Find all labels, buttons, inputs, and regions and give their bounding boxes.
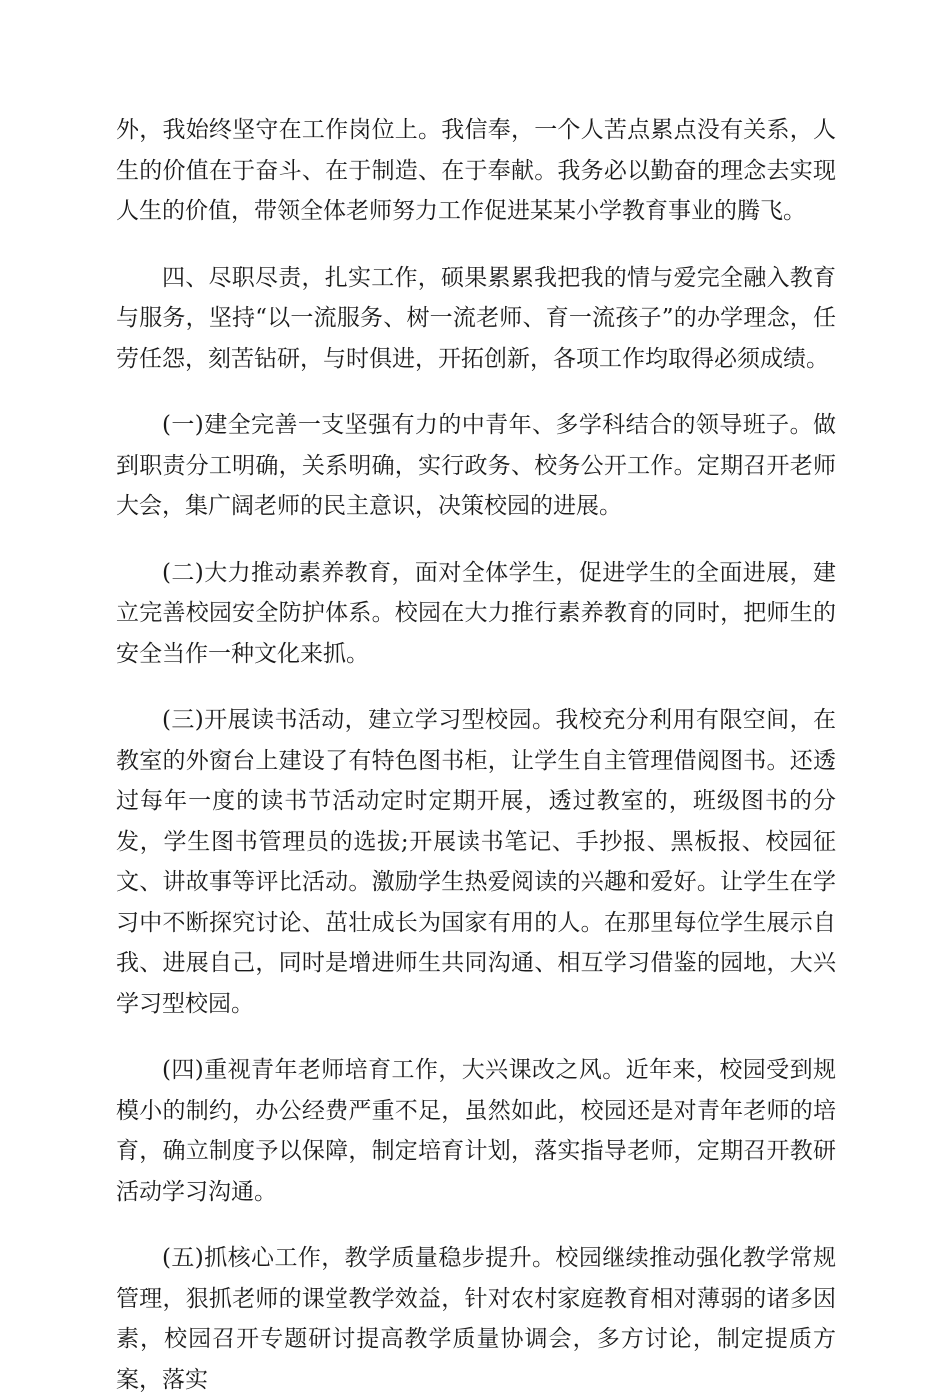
paragraph-item-two: (二)大力推动素养教育，面对全体学生，促进学生的全面进展，建立完善校园安全防护体系。校园在大力推行素养教育的同时，把师生的安全当作一种文化来抓。 bbox=[116, 559, 836, 667]
paragraph-item-three: (三)开展读书活动，建立学习型校园。我校充分利用有限空间，在教室的外窗台上建设了有特色图书柜，让学生自主管理借阅图书。还透过每年一度的读书节活动定时定期开展，透过教室的，班级图书的分发，学生图书管理员的选拔;开展读书笔记、手抄报、黑板报、校园征文、讲故事等评比活动。激励学生热爱阅读的兴趣和爱好。让学生在学习中不断探究讨论、茁壮成长为国家有用的人。在那里每位学生展示自我、进展自己，同时是增进师生共同沟通、相互学习借鉴的园地，大兴学习型校园。 bbox=[116, 707, 836, 1017]
paragraph-continuation: 外，我始终坚守在工作岗位上。我信奉，一个人苦点累点没有关系，人生的价值在于奋斗、在于制造、在于奉献。我务必以勤奋的理念去实现人生的价值，带领全体老师努力工作促进某某小学教育事业的腾飞。 bbox=[116, 117, 836, 224]
paragraph-item-four: (四)重视青年老师培育工作，大兴课改之风。近年来，校园受到规模小的制约，办公经费严重不足，虽然如此，校园还是对青年老师的培育，确立制度予以保障，制定培育计划，落实指导老师，定期召开教研活动学习沟通。 bbox=[116, 1057, 836, 1205]
paragraph-section-four: 四、尽职尽责，扎实工作，硕果累累我把我的情与爱完全融入教育与服务，坚持“以一流服务、树一流老师、育一流孩子”的办学理念，任劳任怨，刻苦钻研，与时俱进，开拓创新，各项工作均取得必须成绩。 bbox=[116, 264, 836, 372]
paragraph-item-one: (一)建全完善一支坚强有力的中青年、多学科结合的领导班子。做到职责分工明确，关系明确，实行政务、校务公开工作。定期召开老师大会，集广阔老师的民主意识，决策校园的进展。 bbox=[116, 412, 836, 519]
paragraph-item-five: (五)抓核心工作，教学质量稳步提升。校园继续推动强化教学常规管理，狠抓老师的课堂教学效益，针对农村家庭教育相对薄弱的诸多因素，校园召开专题研讨提高教学质量协调会，多方讨论，制定提质方案，落实 bbox=[116, 1245, 836, 1393]
document-body bbox=[116, 110, 836, 1400]
